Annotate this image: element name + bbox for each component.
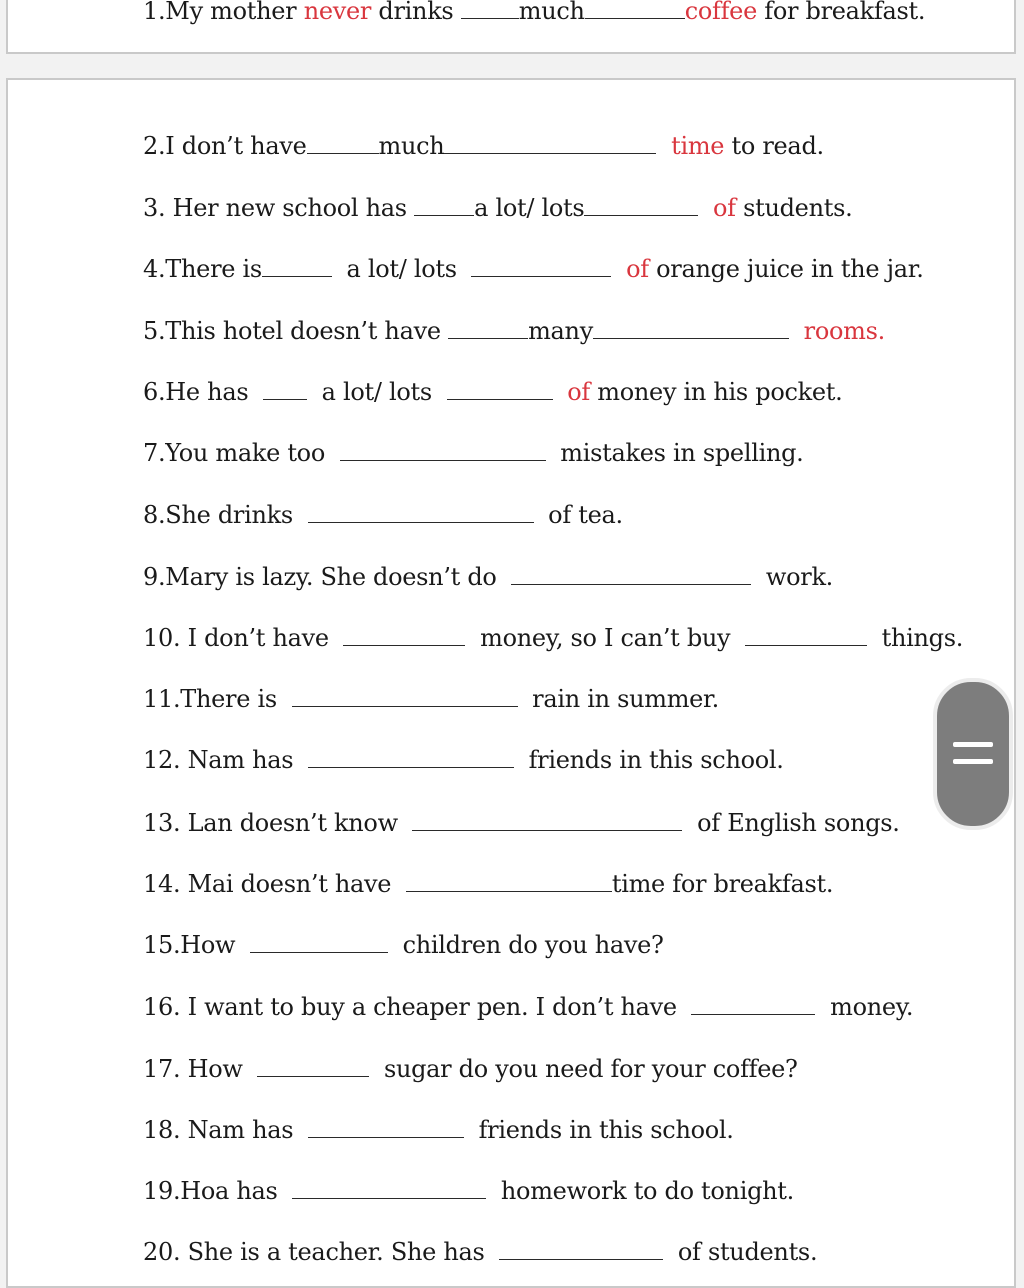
item-text: 14. Mai doesn’t have	[143, 870, 406, 898]
highlighted-word: never	[303, 0, 372, 25]
item-text	[656, 132, 671, 160]
item-text: of students.	[663, 1238, 818, 1266]
item-text: 17. How	[143, 1055, 258, 1083]
exercise-item	[143, 930, 664, 960]
item-text: 6.He has	[143, 378, 264, 406]
answer-blank[interactable]	[412, 810, 682, 831]
item-text: 8.She drinks	[143, 501, 308, 529]
item-text: children do you have?	[387, 931, 664, 959]
item-text: sugar do you need for your coffee?	[369, 1055, 798, 1083]
exercise-item	[143, 438, 804, 468]
highlighted-word: of	[713, 194, 736, 222]
highlighted-word: rooms.	[803, 317, 885, 345]
answer-blank[interactable]	[593, 318, 789, 339]
exercise-item	[143, 562, 833, 592]
exercise-item	[143, 992, 913, 1022]
item-text: 15.How	[143, 931, 250, 959]
item-text: 5.This hotel doesn’t have	[143, 317, 449, 345]
item-text: 12. Nam has	[143, 746, 308, 774]
exercise-item	[143, 808, 900, 838]
exercise-item	[143, 684, 719, 714]
item-text: much	[518, 0, 585, 25]
answer-blank[interactable]	[292, 686, 518, 707]
exercise-item	[143, 193, 852, 223]
highlighted-word: of	[626, 255, 649, 283]
exercise-item	[143, 500, 623, 530]
answer-blank[interactable]	[414, 195, 474, 216]
scroll-handle[interactable]	[933, 678, 1013, 830]
answer-blank[interactable]	[447, 379, 553, 400]
item-text: friends in this school.	[513, 746, 784, 774]
exercise-item	[143, 1237, 817, 1267]
item-text: 20. She is a teacher. She has	[143, 1238, 500, 1266]
item-text: money in his pocket.	[589, 378, 843, 406]
answer-blank[interactable]	[471, 256, 611, 277]
item-text: to read.	[724, 132, 824, 160]
exercise-item	[143, 254, 924, 284]
highlighted-word: of	[567, 378, 590, 406]
item-text: 9.Mary is lazy. She doesn’t do	[143, 563, 512, 591]
answer-blank[interactable]	[292, 1178, 486, 1199]
exercise-item	[143, 1115, 734, 1145]
answer-blank[interactable]	[584, 195, 698, 216]
answer-blank[interactable]	[511, 564, 751, 585]
item-text: work.	[751, 563, 834, 591]
exercise-item	[143, 1054, 798, 1084]
item-text: a lot/ lots	[331, 255, 472, 283]
item-text: mistakes in spelling.	[545, 439, 804, 467]
item-text: 1.My mother	[143, 0, 304, 25]
item-text: of English songs.	[682, 809, 900, 837]
highlighted-word: coffee	[684, 0, 757, 25]
item-text: 18. Nam has	[143, 1116, 308, 1144]
answer-blank[interactable]	[448, 318, 528, 339]
highlighted-word: time	[671, 132, 725, 160]
item-text: 11.There is	[143, 685, 292, 713]
answer-blank[interactable]	[308, 502, 534, 523]
item-text: of tea.	[533, 501, 623, 529]
item-text	[789, 317, 804, 345]
exercise-item	[143, 869, 833, 899]
item-text	[553, 378, 568, 406]
answer-blank[interactable]	[343, 625, 465, 646]
answer-blank[interactable]	[308, 747, 514, 768]
item-text	[698, 194, 713, 222]
item-text: 13. Lan doesn’t know	[143, 809, 413, 837]
answer-blank[interactable]	[585, 0, 685, 19]
item-text: many	[528, 317, 593, 345]
answer-blank[interactable]	[257, 1056, 369, 1077]
item-text: a lot/ lots	[474, 194, 585, 222]
item-text: students.	[735, 194, 853, 222]
answer-blank[interactable]	[263, 379, 307, 400]
item-text: 4.There is	[143, 255, 262, 283]
item-text: a lot/ lots	[307, 378, 447, 406]
item-text: 3. Her new school has	[143, 194, 415, 222]
answer-blank[interactable]	[444, 133, 656, 154]
item-text: 16. I want to buy a cheaper pen. I don’t have	[143, 993, 692, 1021]
exercise-item	[143, 0, 925, 26]
item-text: 19.Hoa has	[143, 1177, 293, 1205]
answer-blank[interactable]	[307, 133, 379, 154]
drag-handle-icon	[953, 742, 993, 747]
answer-blank[interactable]	[691, 994, 815, 1015]
answer-blank[interactable]	[250, 932, 388, 953]
answer-blank[interactable]	[461, 0, 519, 19]
item-text: friends in this school.	[463, 1116, 734, 1144]
item-text: much	[378, 132, 445, 160]
item-text: homework to do tonight.	[486, 1177, 794, 1205]
exercise-item	[143, 316, 885, 346]
exercise-item	[143, 131, 824, 161]
item-text: things.	[866, 624, 964, 652]
answer-blank[interactable]	[262, 256, 332, 277]
exercise-item	[143, 377, 842, 407]
exercise-item	[143, 745, 784, 775]
item-text	[611, 255, 626, 283]
exercise-item	[143, 1176, 794, 1206]
item-text: orange juice in the jar.	[648, 255, 924, 283]
item-text: 10. I don’t have	[143, 624, 344, 652]
item-text: drinks	[371, 0, 461, 25]
answer-blank[interactable]	[340, 440, 546, 461]
exercise-item	[143, 623, 963, 653]
drag-handle-icon	[953, 759, 993, 764]
answer-blank[interactable]	[308, 1117, 464, 1138]
answer-blank[interactable]	[406, 871, 612, 892]
answer-blank[interactable]	[499, 1239, 663, 1260]
item-text: rain in summer.	[517, 685, 719, 713]
item-text: 7.You make too	[143, 439, 340, 467]
answer-blank[interactable]	[745, 625, 867, 646]
item-text: money.	[815, 993, 914, 1021]
item-text: for breakfast.	[756, 0, 926, 25]
item-text: money, so I can’t buy	[465, 624, 745, 652]
item-text: 2.I don’t have	[143, 132, 307, 160]
item-text: time for breakfast.	[611, 870, 834, 898]
